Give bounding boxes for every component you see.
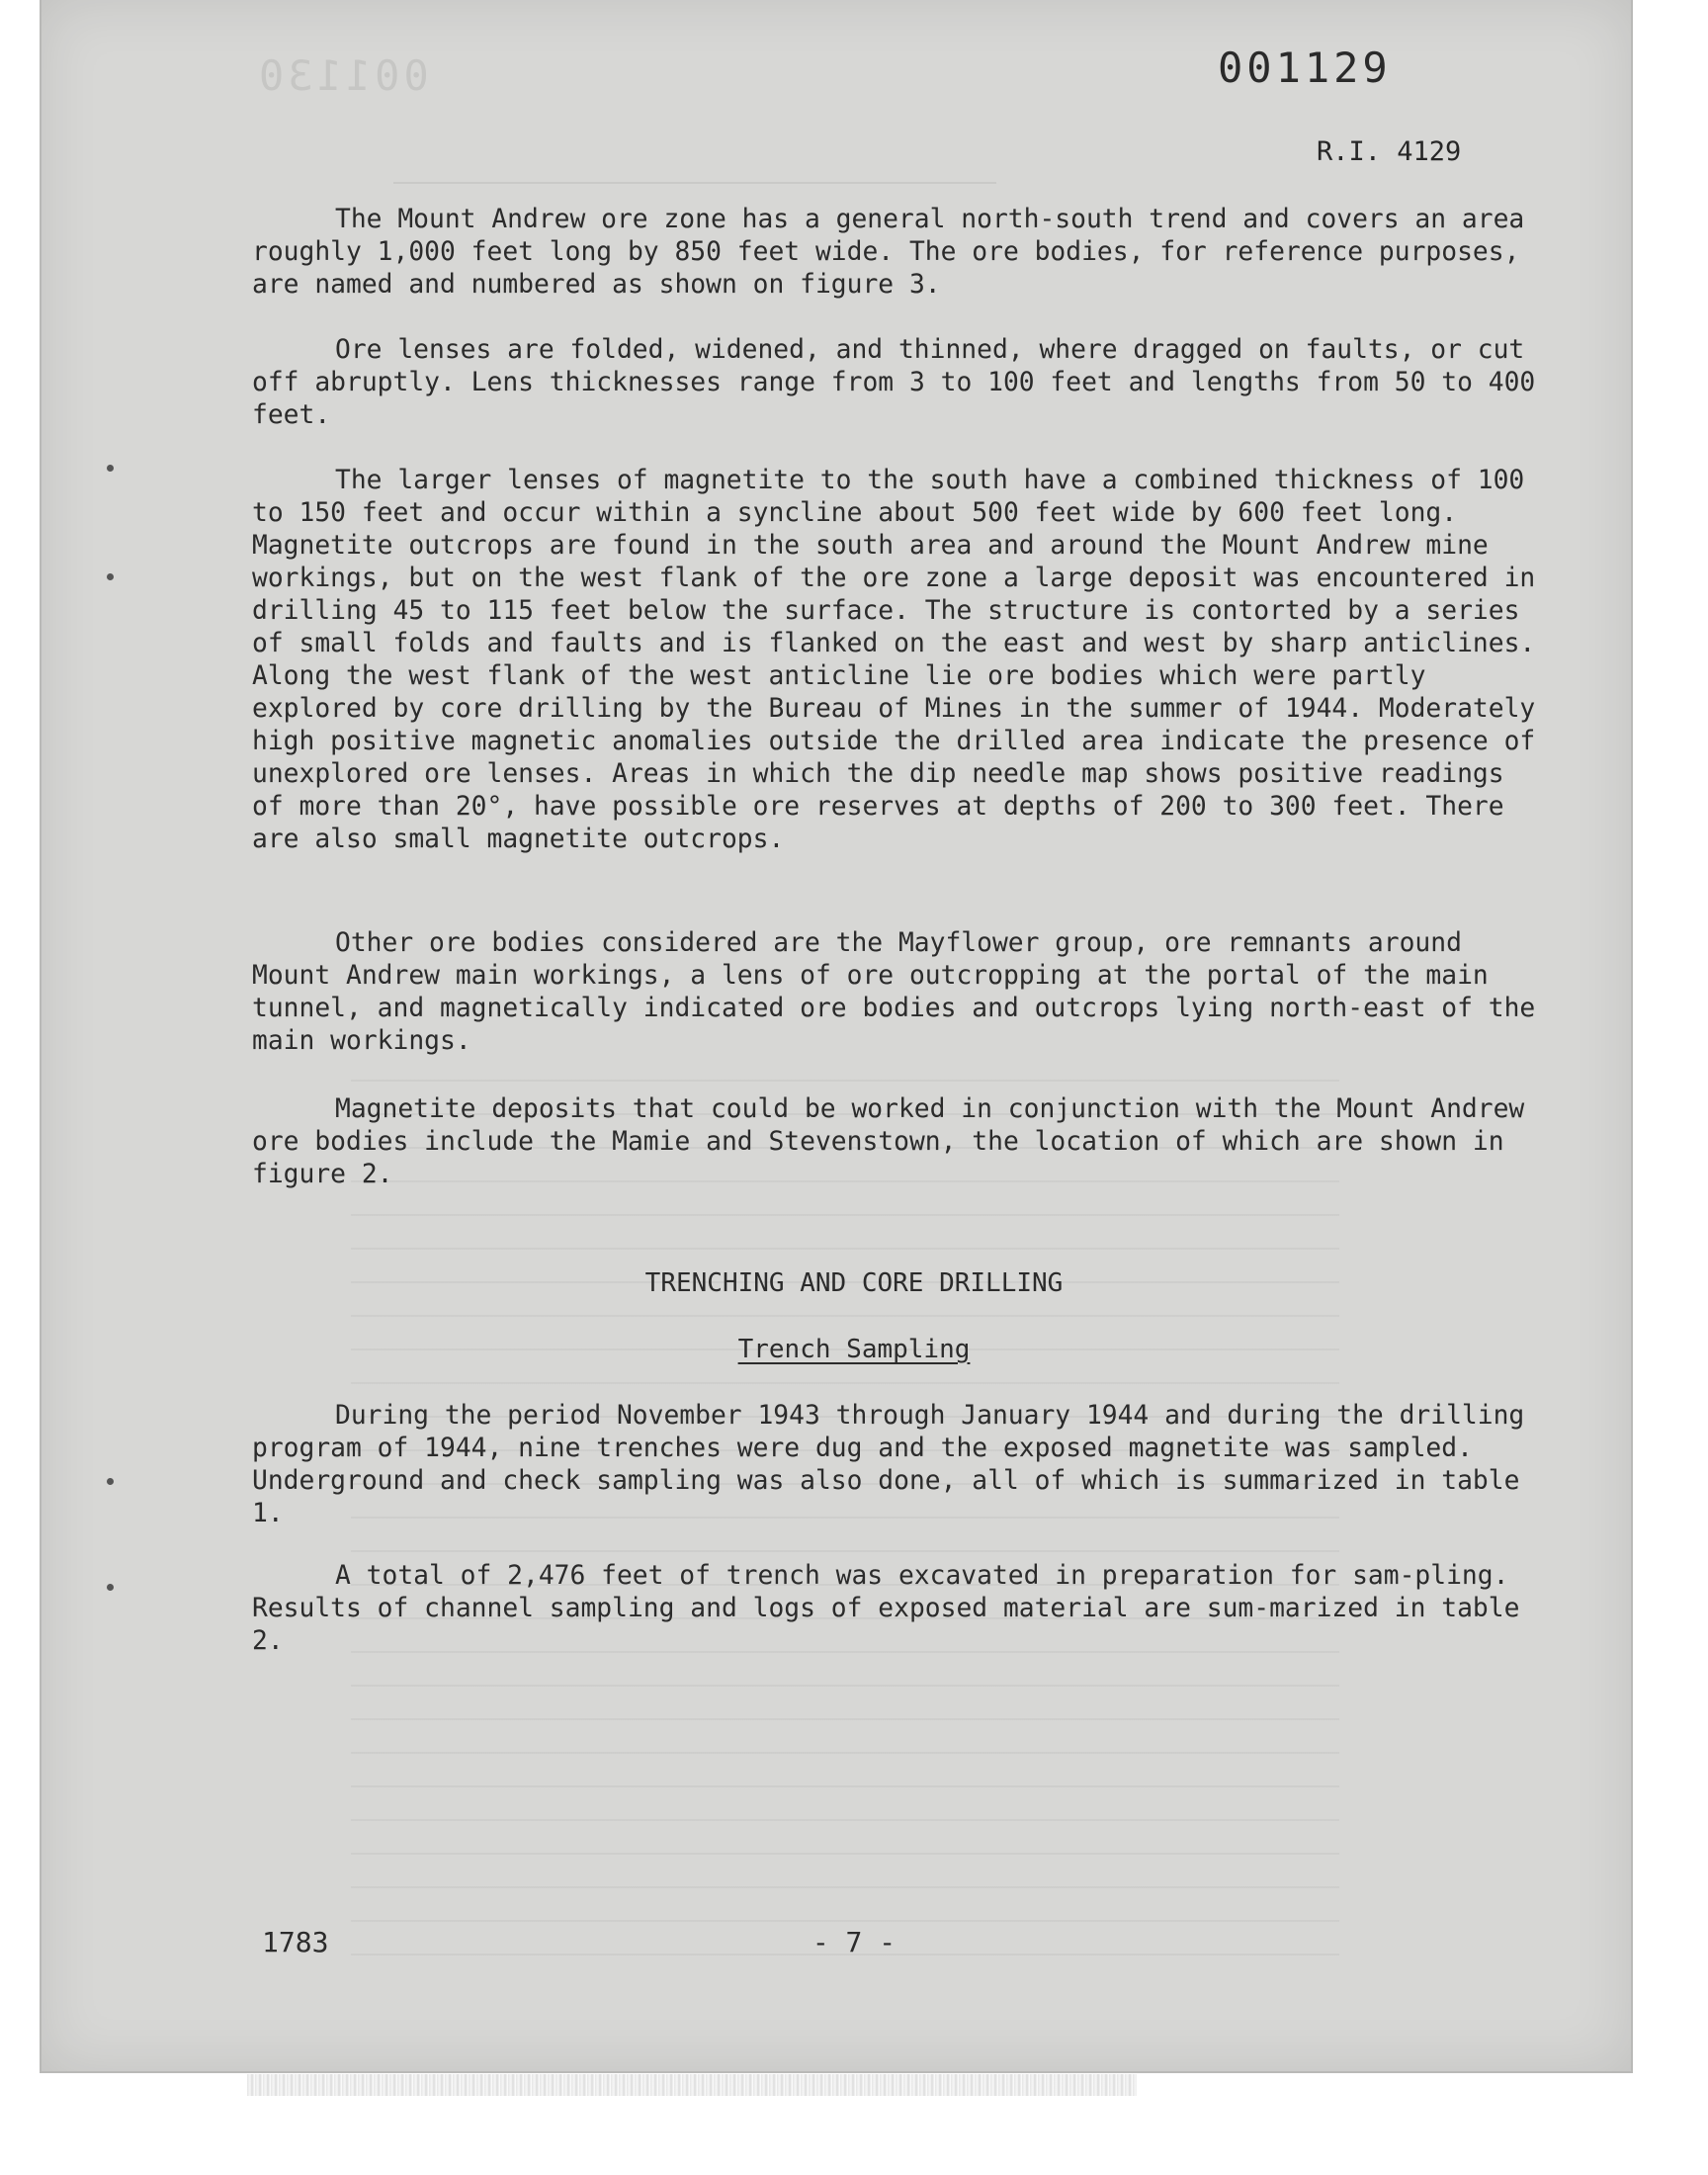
subsection-heading: Trench Sampling [737, 1335, 971, 1364]
report-id: R.I. 4129 [1317, 136, 1462, 167]
scan-speck [107, 465, 114, 472]
paragraph-ore-zone: The Mount Andrew ore zone has a general north-south trend and covers an area roughly 1,000 feet long by 850 feet wide. The ore bodies, for reference purposes, are named and numbered as shown on figure 3. [252, 205, 1525, 300]
paragraph-ore-lenses: Ore lenses are folded, widened, and thinned, where dragged on faults, or cut off abruptly. Lens thicknesses range from 3 to 100 feet and lengths from 50 to 400 feet. [252, 335, 1536, 430]
ghost-heading-line [393, 160, 996, 184]
section-heading: TRENCHING AND CORE DRILLING [644, 1268, 1064, 1298]
scan-noise-strip [247, 2074, 1137, 2096]
scan-bottom-margin [0, 2074, 1708, 2175]
paragraph-trench-total: A total of 2,476 feet of trench was excavated in preparation for sam-pling. Results of channel sampling and logs of exposed material are sum-marized in table 2. [252, 1561, 1520, 1656]
page-number: - 7 - [811, 1926, 897, 1958]
paragraph-larger-lenses: The larger lenses of magnetite to the south have a combined thickness of 100 to 150 feet and occur within a syncline about 500 feet wide by 600 feet long. Magnetite outcrops are found in the south area and around the Mount Andrew mine workings, but on the west flank of the ore zone a large deposit was encountered in drilling 45 to 115 feet below the surface. The structure is contorted by a series of small folds and faults and is flanked on the east and west by sharp anticlines. Along the west flank of the west anticline lie ore bodies which were partly explored by core drilling by the Bureau of Mines in the summer of 1944. Moderately high positive magnetic anomalies outside the drilled area indicate the presence of unexplored ore lenses. Areas in which the dip needle map shows positive readings of more than 20°, have possible ore reserves at depths of 200 to 300 feet. There are also small magnetite outcrops. [252, 466, 1536, 854]
paragraph-other-ore-bodies: Other ore bodies considered are the Mayflower group, ore remnants around Mount Andrew main workings, a lens of ore outcropping at the portal of the main tunnel, and magnetically indicated ore bodies and outcrops lying north-east of the main workings. [252, 928, 1536, 1056]
footer-code: 1783 [262, 1926, 329, 1958]
document-number: 001129 [1218, 44, 1392, 92]
paragraph-magnetite-deposits: Magnetite deposits that could be worked in conjunction with the Mount Andrew ore bodies include the Mamie and Stevenstown, the location of which are shown in figure 2. [252, 1094, 1525, 1189]
ghost-document-number: 001130 [255, 51, 429, 100]
scan-speck [107, 573, 114, 580]
scan-speck [107, 1478, 114, 1485]
paragraph-trench-period: During the period November 1943 through January 1944 and during the drilling program of 1944, nine trenches were dug and the exposed magnetite was sampled. Underground and check sampling was also done, all of which is summarized in table 1. [252, 1401, 1525, 1528]
scan-speck [107, 1584, 114, 1591]
